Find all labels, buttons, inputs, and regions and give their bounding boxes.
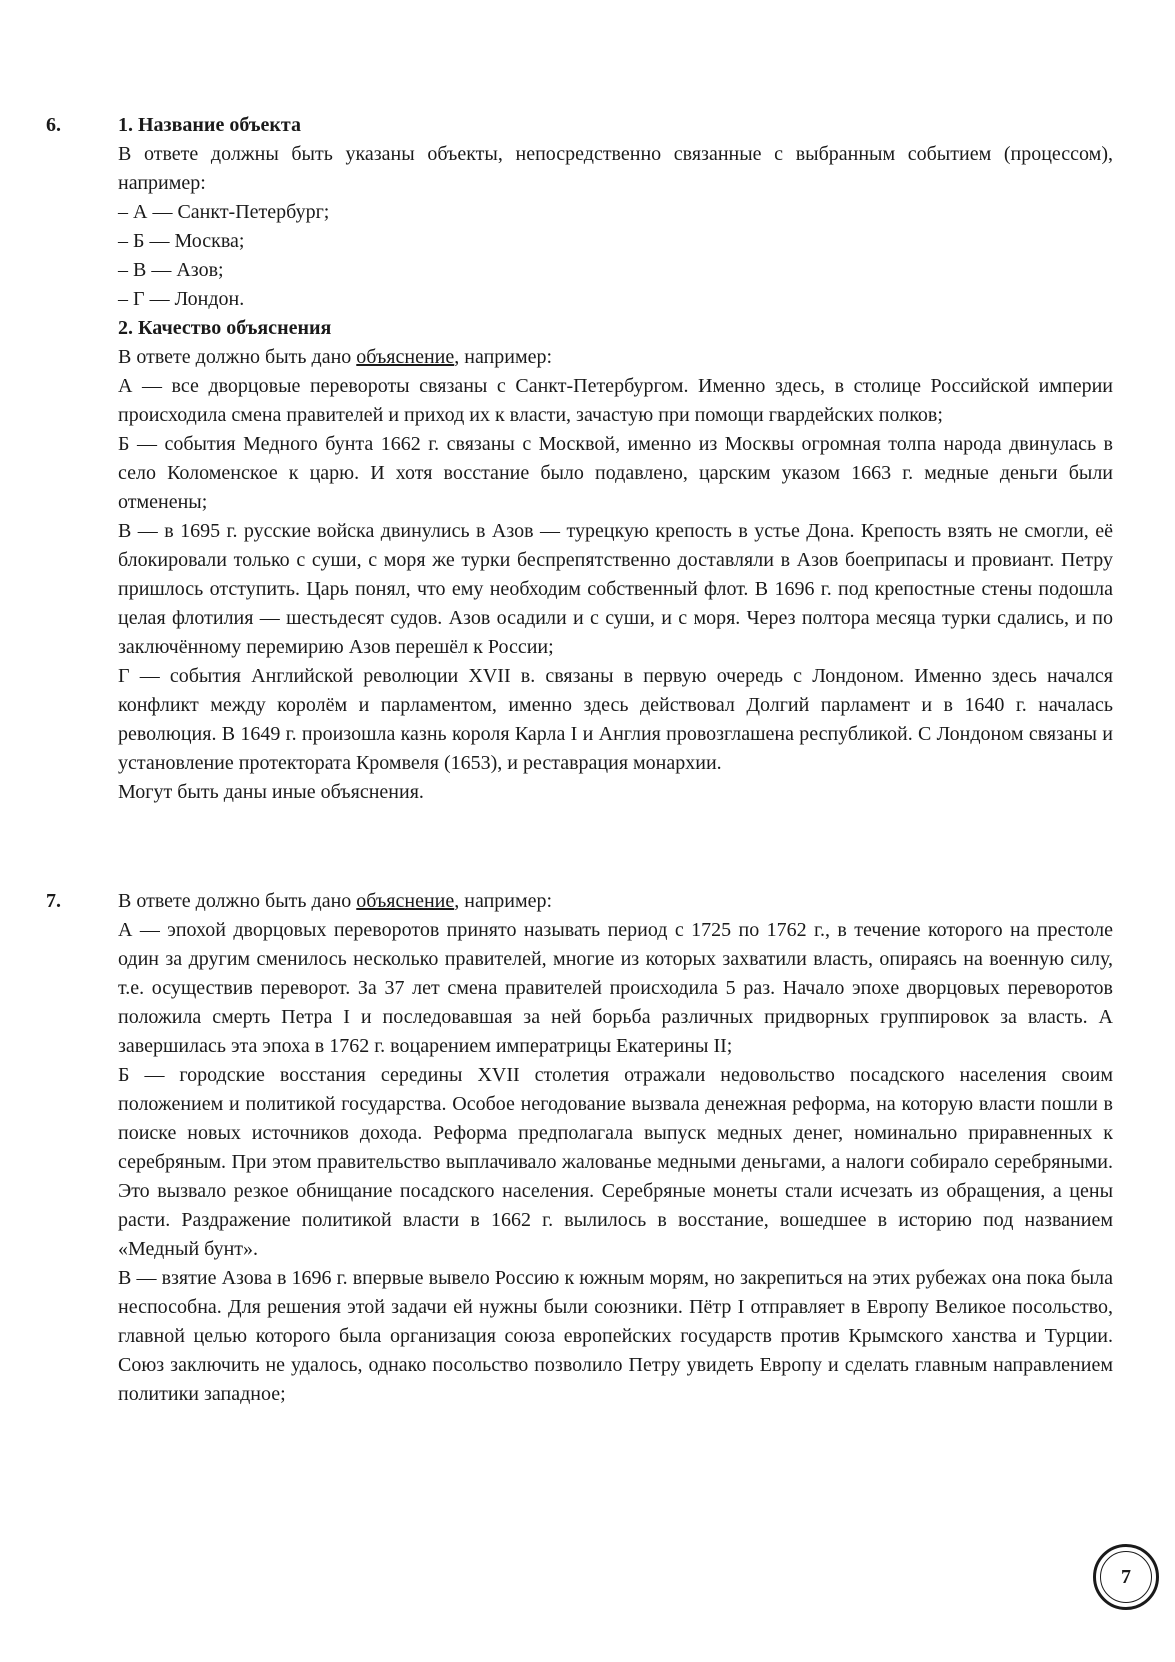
explanation-paragraph: Б — городские восстания середины XVII столетия отражали недовольство посадского населения своим положением и политикой государства. Особое негодование вызвала денежная реформа, на которую власти пошли в поиске новых источников дохода. Реформа предполагала выпуск медных денег, номинально приравненных к серебряным. При этом правительство выплачивало жалованье медными деньгами, а налоги собирало серебряными. Это вызвало резкое обнищание посадского населения. Серебряные монеты стали исчезать из обращения, а цены расти. Раздражение политикой власти в 1662 г. вылилось в восстание, вошедшее в историю под названием «Медный бунт». <box>118 1064 1113 1260</box>
explanation-intro-prefix: В ответе должно быть дано <box>118 890 357 912</box>
list-item: – Г — Лондон. <box>118 288 245 310</box>
criterion-heading-name: 1. Название объекта <box>118 114 301 136</box>
explanation-paragraph: В — взятие Азова в 1696 г. впервые вывело Россию к южным морям, но закрепиться на этих рубежах она пока была неспособна. Для решения этой задачи ей нужны были союзники. Пётр I отправляет в Европу Великое посольство, главной целью которого была организация союза европейских государств против Крымского ханства и Турции. Союз заключить не удалось, однако посольство позволило Петру увидеть Европу и сделать главным направлением политики западное; <box>118 1267 1113 1405</box>
list-item: – В — Азов; <box>118 259 224 281</box>
explanation-intro <box>118 343 1113 372</box>
page-number: 7 <box>1100 1551 1152 1603</box>
section-body <box>118 887 1113 1409</box>
criterion-heading-quality: 2. Качество объяснения <box>118 317 332 339</box>
explanation-intro-suffix: , например: <box>454 346 553 368</box>
explanation-keyword: объяснение <box>356 890 455 912</box>
section-body <box>118 111 1113 807</box>
list-item: – А — Санкт-Петербург; <box>118 201 330 223</box>
explanation-paragraph: Г — события Английской революции XVII в. связаны в первую очередь с Лондоном. Именно здесь начался конфликт между королём и парламентом, именно здесь действовал Долгий парламент и в 1640 г. началась революция. В 1649 г. произошла казнь короля Карла I и Англия провозглашена республикой. С Лондоном связаны и установление протектората Кромвеля (1653), и реставрация монархии. <box>118 665 1113 774</box>
section-number: 7. <box>46 890 61 912</box>
explanation-paragraph: В — в 1695 г. русские войска двинулись в Азов — турецкую крепость в устье Дона. Крепость взять не смогли, её блокировали только с суши, с моря же турки беспрепятственно доставляли в Азов боеприпасы и провиант. Петру пришлось отступить. Царь понял, что ему необходим собственный флот. В 1696 г. под крепостные стены подошла целая флотилия — шестьдесят судов. Азов осадили и с суши, и с моря. Через полтора месяца турки сдались, и по заключённому перемирию Азов перешёл к России; <box>118 520 1113 658</box>
explanation-paragraph: Б — события Медного бунта 1662 г. связаны с Москвой, именно из Москвы огромная толпа народа двинулась в село Коломенское к царю. И хотя восстание было подавлено, царским указом 1663 г. медные деньги были отменены; <box>118 433 1113 513</box>
explanation-paragraph: А — эпохой дворцовых переворотов принято называть период с 1725 по 1762 г., в течение которого на престоле один за другим сменилось несколько правителей, многие из которых захватили власть, опираясь на военную силу, т.е. осуществив переворот. За 37 лет смена правителей происходила 5 раз. Начало эпохе дворцовых переворотов положила смерть Петра I и последовавшая за ней борьба различных придворных группировок за власть. А завершилась эта эпоха в 1762 г. воцарением императрицы Екатерины II; <box>118 919 1113 1057</box>
explanation-note: Могут быть даны иные объяснения. <box>118 781 424 803</box>
intro-text: В ответе должны быть указаны объекты, непосредственно связанные с выбранным событием (процессом), например: <box>118 143 1113 194</box>
list-item: – Б — Москва; <box>118 230 245 252</box>
explanation-paragraph: А — все дворцовые перевороты связаны с Санкт-Петербургом. Именно здесь, в столице Российской империи происходила смена правителей и приход их к власти, зачастую при помощи гвардейских полков; <box>118 375 1113 426</box>
explanation-intro-suffix: , например: <box>454 890 553 912</box>
section-number: 6. <box>46 114 61 136</box>
explanation-keyword: объяснение <box>356 346 455 368</box>
explanation-intro-prefix: В ответе должно быть дано <box>118 346 357 368</box>
page-number-badge <box>1093 1544 1159 1610</box>
answer-section-6 <box>40 111 1120 807</box>
explanation-intro <box>118 887 1113 916</box>
answer-section-7 <box>40 887 1120 1409</box>
